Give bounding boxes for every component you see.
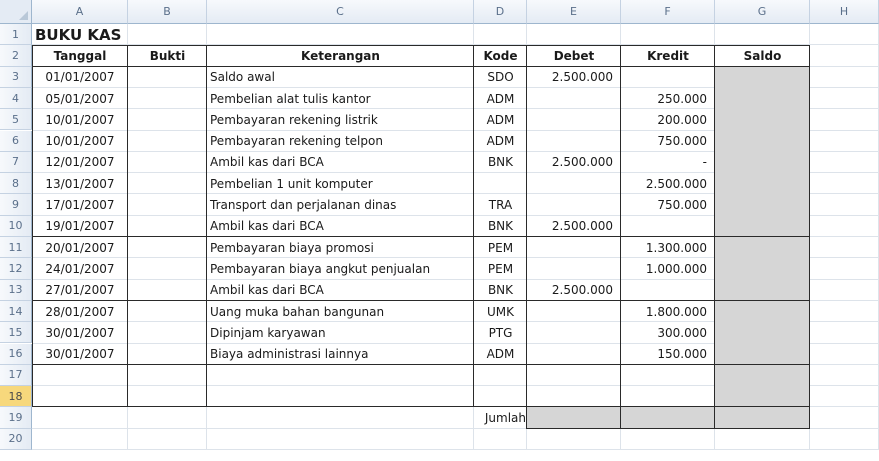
row-header-20[interactable]: 20 xyxy=(0,429,32,450)
cell-bukti[interactable] xyxy=(128,237,207,258)
cell-tanggal[interactable]: 13/01/2007 xyxy=(45,176,115,191)
row-header-16[interactable]: 16 xyxy=(0,344,32,365)
cell-keterangan[interactable]: Transport dan perjalanan dinas xyxy=(210,198,397,213)
cell-saldo[interactable] xyxy=(715,322,810,343)
cell-kredit[interactable]: - xyxy=(702,155,707,170)
row-header-9[interactable]: 9 xyxy=(0,194,32,215)
cell-debet[interactable] xyxy=(527,88,621,109)
column-header-e[interactable]: E xyxy=(527,0,621,24)
cell-tanggal[interactable]: 10/01/2007 xyxy=(45,134,115,149)
cell-tanggal[interactable]: 27/01/2007 xyxy=(45,283,115,298)
table-border xyxy=(714,407,715,428)
row-header-14[interactable]: 14 xyxy=(0,301,32,322)
cell-debet[interactable] xyxy=(527,365,621,386)
row-header-1[interactable]: 1 xyxy=(0,24,32,45)
row-header-12[interactable]: 12 xyxy=(0,258,32,279)
table-border xyxy=(620,45,621,407)
column-header-g[interactable]: G xyxy=(715,0,810,24)
cell-bukti[interactable] xyxy=(128,88,207,109)
cell-kode[interactable]: ADM xyxy=(486,347,515,362)
cell-keterangan[interactable]: Ambil kas dari BCA xyxy=(210,219,324,234)
cell-bukti[interactable] xyxy=(128,280,207,301)
cell-tanggal[interactable] xyxy=(32,386,128,407)
total-shaded-cell xyxy=(621,407,714,427)
cell-tanggal[interactable]: 30/01/2007 xyxy=(45,325,115,340)
header-saldo[interactable]: Saldo xyxy=(743,48,782,63)
row-header-2[interactable]: 2 xyxy=(0,45,32,66)
cell-kode[interactable]: PEM xyxy=(487,261,514,276)
cell-saldo[interactable] xyxy=(715,280,810,301)
cell-tanggal[interactable]: 30/01/2007 xyxy=(45,347,115,362)
cell-kredit[interactable] xyxy=(621,280,715,301)
row-header-17[interactable]: 17 xyxy=(0,365,32,386)
cell-bukti[interactable] xyxy=(128,131,207,152)
cell-kode[interactable] xyxy=(474,365,527,386)
table-border xyxy=(809,407,810,428)
cell-keterangan[interactable]: Ambil kas dari BCA xyxy=(210,155,324,170)
cell-kredit[interactable]: 750.000 xyxy=(657,198,707,213)
cell-kredit[interactable]: 1.300.000 xyxy=(645,240,707,255)
column-header-a[interactable]: A xyxy=(32,0,128,24)
cell-debet[interactable] xyxy=(527,301,621,322)
table-border xyxy=(526,407,527,428)
cell-kode[interactable]: UMK xyxy=(486,304,514,319)
cell-tanggal[interactable]: 17/01/2007 xyxy=(45,198,115,213)
cell-bukti[interactable] xyxy=(128,216,207,237)
cell-kredit[interactable]: 750.000 xyxy=(657,134,707,149)
cell-kredit[interactable]: 300.000 xyxy=(657,325,707,340)
cell-kredit[interactable] xyxy=(621,365,715,386)
cell-keterangan[interactable]: Pembayaran rekening listrik xyxy=(210,112,378,127)
table-border xyxy=(473,45,474,407)
cell-bukti[interactable] xyxy=(128,152,207,173)
column-header-f[interactable]: F xyxy=(621,0,715,24)
total-shaded-cell xyxy=(527,407,620,427)
cell-tanggal[interactable]: 05/01/2007 xyxy=(45,91,115,106)
cell-tanggal[interactable]: 19/01/2007 xyxy=(45,219,115,234)
cell-keterangan[interactable] xyxy=(207,386,474,407)
cell-bukti[interactable] xyxy=(128,194,207,215)
table-border xyxy=(32,66,810,67)
header-tanggal[interactable]: Tanggal xyxy=(53,48,107,63)
cell-keterangan[interactable]: Pembelian 1 unit komputer xyxy=(210,176,373,191)
select-all-corner[interactable] xyxy=(0,0,32,24)
cell-kode[interactable]: ADM xyxy=(486,112,515,127)
cell-kode[interactable]: SDO xyxy=(487,70,514,85)
table-border xyxy=(32,300,810,301)
cell-kredit[interactable] xyxy=(621,216,715,237)
column-header-c[interactable]: C xyxy=(207,0,474,24)
row-header-15[interactable]: 15 xyxy=(0,322,32,343)
total-label: Jumlah xyxy=(484,411,526,426)
cell-tanggal[interactable]: 28/01/2007 xyxy=(45,304,115,319)
cell-saldo[interactable] xyxy=(715,301,810,322)
cell-saldo[interactable] xyxy=(715,173,810,194)
cell-saldo[interactable] xyxy=(715,258,810,279)
row-header-13[interactable]: 13 xyxy=(0,280,32,301)
table-border xyxy=(32,236,810,237)
cell-saldo[interactable] xyxy=(715,194,810,215)
cell-keterangan[interactable]: Saldo awal xyxy=(210,70,275,85)
cell-bukti[interactable] xyxy=(128,322,207,343)
column-header-d[interactable]: D xyxy=(474,0,527,24)
cell-debet[interactable]: 2.500.000 xyxy=(551,219,613,234)
cell-saldo[interactable] xyxy=(715,131,810,152)
cell-keterangan[interactable] xyxy=(207,365,474,386)
cell-kredit[interactable] xyxy=(621,67,715,88)
table-border xyxy=(714,45,715,407)
cell-saldo[interactable] xyxy=(715,386,810,407)
row-header-7[interactable]: 7 xyxy=(0,152,32,173)
cell-debet[interactable] xyxy=(527,194,621,215)
row-header-4[interactable]: 4 xyxy=(0,88,32,109)
total-shaded-cell xyxy=(715,407,809,427)
cell-keterangan[interactable]: Pembayaran rekening telpon xyxy=(210,134,383,149)
cell-bukti[interactable] xyxy=(128,109,207,130)
cell-tanggal[interactable]: 10/01/2007 xyxy=(45,112,115,127)
cell-kode[interactable]: PEM xyxy=(487,240,514,255)
cell-kredit[interactable]: 2.500.000 xyxy=(645,176,707,191)
cell-saldo[interactable] xyxy=(715,365,810,386)
cell-tanggal[interactable]: 01/01/2007 xyxy=(45,70,115,85)
table-border xyxy=(32,45,33,407)
cell-kredit[interactable]: 250.000 xyxy=(657,91,707,106)
cell-tanggal[interactable]: 20/01/2007 xyxy=(45,240,115,255)
cell-kode[interactable]: TRA xyxy=(488,198,513,213)
cell-debet[interactable]: 2.500.000 xyxy=(551,70,613,85)
cell-kredit[interactable]: 1.000.000 xyxy=(645,261,707,276)
cell-bukti[interactable] xyxy=(128,365,207,386)
table-border xyxy=(32,406,810,407)
cell-keterangan[interactable]: Pembayaran biaya angkut penjualan xyxy=(210,261,431,276)
cell-debet[interactable] xyxy=(527,322,621,343)
cell-tanggal[interactable]: 12/01/2007 xyxy=(45,155,115,170)
row-header-5[interactable]: 5 xyxy=(0,109,32,130)
cell-keterangan[interactable]: Ambil kas dari BCA xyxy=(210,283,324,298)
cell-debet[interactable] xyxy=(527,237,621,258)
cell-debet[interactable] xyxy=(527,258,621,279)
cell-bukti[interactable] xyxy=(128,344,207,365)
cell-kredit[interactable] xyxy=(621,386,715,407)
cell-kode[interactable] xyxy=(474,173,527,194)
cell-debet[interactable] xyxy=(527,173,621,194)
header-kredit[interactable]: Kredit xyxy=(647,48,689,63)
cell-kode[interactable]: BNK xyxy=(487,283,514,298)
row-header-10[interactable]: 10 xyxy=(0,216,32,237)
cell-keterangan[interactable]: Pembayaran biaya promosi xyxy=(210,240,374,255)
cell-keterangan[interactable]: Dipinjam karyawan xyxy=(210,325,326,340)
cell-saldo[interactable] xyxy=(715,344,810,365)
cell-kredit[interactable]: 150.000 xyxy=(657,347,707,362)
cell-kode[interactable]: BNK xyxy=(487,155,514,170)
cell-keterangan[interactable]: Uang muka bahan bangunan xyxy=(210,304,385,319)
cell-bukti[interactable] xyxy=(128,173,207,194)
cell-bukti[interactable] xyxy=(128,67,207,88)
cell-debet[interactable] xyxy=(527,344,621,365)
column-header-b[interactable]: B xyxy=(128,0,207,24)
table-border xyxy=(206,45,207,407)
header-kode[interactable]: Kode xyxy=(483,48,518,63)
table-border xyxy=(32,364,810,365)
cell-saldo[interactable] xyxy=(715,88,810,109)
cell-kredit[interactable]: 1.800.000 xyxy=(645,304,707,319)
cell-saldo[interactable] xyxy=(715,216,810,237)
cell-bukti[interactable] xyxy=(128,258,207,279)
cell-debet[interactable] xyxy=(527,131,621,152)
cell-saldo[interactable] xyxy=(715,109,810,130)
table-border xyxy=(526,45,527,407)
cell-keterangan[interactable]: Pembelian alat tulis kantor xyxy=(210,91,371,106)
cell-tanggal[interactable]: 24/01/2007 xyxy=(45,261,115,276)
row-header-6[interactable]: 6 xyxy=(0,131,32,152)
cell-debet[interactable] xyxy=(527,386,621,407)
row-header-8[interactable]: 8 xyxy=(0,173,32,194)
row-header-11[interactable]: 11 xyxy=(0,237,32,258)
cell-kode[interactable]: PTG xyxy=(488,325,513,340)
header-keterangan[interactable]: Keterangan xyxy=(301,48,380,63)
row-header-19[interactable]: 19 xyxy=(0,407,32,428)
cell-bukti[interactable] xyxy=(128,386,207,407)
gridline xyxy=(32,449,879,450)
header-bukti[interactable]: Bukti xyxy=(149,48,186,63)
cell-kode[interactable]: BNK xyxy=(487,219,514,234)
cell-debet[interactable] xyxy=(527,109,621,130)
cell-saldo[interactable] xyxy=(715,67,810,88)
cell-kredit[interactable]: 200.000 xyxy=(657,112,707,127)
sheet-title: BUKU KAS xyxy=(35,25,122,44)
header-debet[interactable]: Debet xyxy=(553,48,595,63)
cell-kode[interactable]: ADM xyxy=(486,91,515,106)
cell-saldo[interactable] xyxy=(715,152,810,173)
row-header-18[interactable]: 18 xyxy=(0,386,32,407)
cell-bukti[interactable] xyxy=(128,301,207,322)
cell-debet[interactable]: 2.500.000 xyxy=(551,283,613,298)
cell-kode[interactable]: ADM xyxy=(486,134,515,149)
cell-kode[interactable] xyxy=(474,386,527,407)
cell-keterangan[interactable]: Biaya administrasi lainnya xyxy=(210,347,369,362)
table-border xyxy=(620,407,621,428)
table-border xyxy=(527,428,810,429)
table-border xyxy=(809,45,810,407)
cell-saldo[interactable] xyxy=(715,237,810,258)
row-header-3[interactable]: 3 xyxy=(0,67,32,88)
cell-tanggal[interactable] xyxy=(32,365,128,386)
table-border xyxy=(127,45,128,407)
column-header-h[interactable]: H xyxy=(810,0,879,24)
cell-debet[interactable]: 2.500.000 xyxy=(551,155,613,170)
table-border xyxy=(32,45,810,46)
